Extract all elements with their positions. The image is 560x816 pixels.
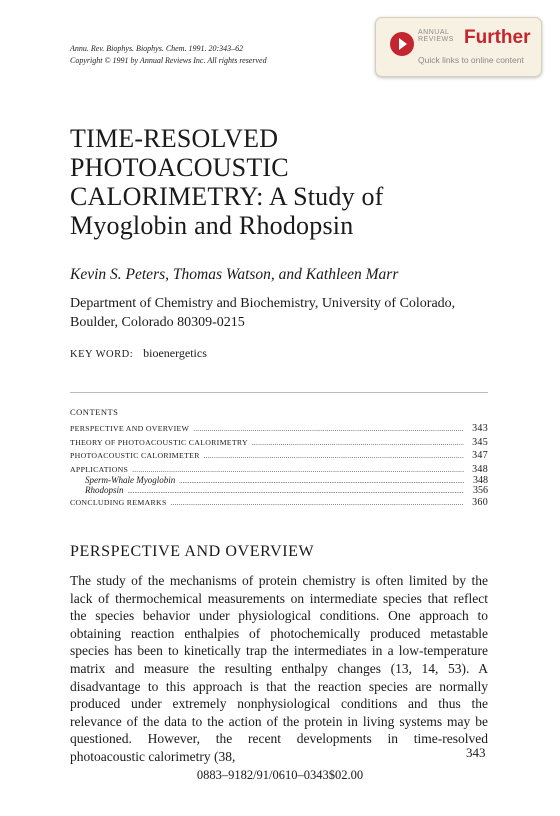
table-of-contents xyxy=(70,423,488,508)
further-tagline: Quick links to online content xyxy=(418,55,524,65)
arrow-icon xyxy=(390,32,414,56)
toc-entry[interactable]: THEORY OF PHOTOACOUSTIC CALORIMETRY ..... 345 xyxy=(70,437,488,448)
section-heading: PERSPECTIVE AND OVERVIEW xyxy=(70,543,315,560)
article-title: TIME-RESOLVED PHOTOACOUSTIC CALORIMETRY: A Study of Myoglobin and Rhodopsin xyxy=(70,124,384,240)
toc-entry[interactable]: CONCLUDING REMARKS ..... 360 xyxy=(70,497,488,508)
authors: Kevin S. Peters, Thomas Watson, and Kathleen Marr xyxy=(70,266,399,283)
toc-subentry[interactable]: Rhodopsin ..... 356 xyxy=(70,485,488,495)
keyword-label: KEY WORD: xyxy=(70,349,134,360)
body-paragraph: The study of the mechanisms of protein chemistry is often limited by the lack of thermochemical measurements on intermediate species that reflect the species behavior under physiological conditions. One approach to obtaining reaction enthalpies of photochemically produced metastable species has been to kinetically trap the intermediates in a low-temperature matrix and measure the resulting enthalpy changes (13, 14, 53). A disadvantage to this approach is that the reaction species are normally produced under extremely nonphysiological conditions and thus the relevance of the data to the action of the protein in living systems may be questioned. However, the recent developments in time-resolved photoacoustic calorimetry (38, xyxy=(70,573,488,764)
keywords xyxy=(70,346,207,361)
keyword-value: bioenergetics xyxy=(143,346,207,360)
contents-heading: CONTENTS xyxy=(70,407,119,417)
divider xyxy=(70,392,488,393)
affiliation: Department of Chemistry and Biochemistry, University of Colorado, Boulder, Colorado 80309-0215 xyxy=(70,296,456,330)
article-code: 0883–9182/91/0610–0343$02.00 xyxy=(196,768,364,782)
toc-entry[interactable]: PHOTOACOUSTIC CALORIMETER ..... 347 xyxy=(70,450,488,461)
toc-entry[interactable]: APPLICATIONS ..... 348 xyxy=(70,464,488,475)
journal-citation xyxy=(70,43,267,67)
citation-line-1: Annu. Rev. Biophys. Biophys. Chem. 1991. 20:343–62 xyxy=(70,44,244,53)
further-badge[interactable] xyxy=(375,17,542,77)
page-number: 343 xyxy=(466,745,486,760)
toc-subentry[interactable]: Sperm-Whale Myoglobin ..... 348 xyxy=(70,475,488,485)
further-label: Further xyxy=(464,27,531,48)
annual-reviews-label: ANNUAL REVIEWS xyxy=(418,29,454,43)
citation-line-2: Copyright © 1991 by Annual Reviews Inc. All rights reserved xyxy=(70,56,267,65)
toc-entry[interactable]: PERSPECTIVE AND OVERVIEW ..... 343 xyxy=(70,423,488,434)
